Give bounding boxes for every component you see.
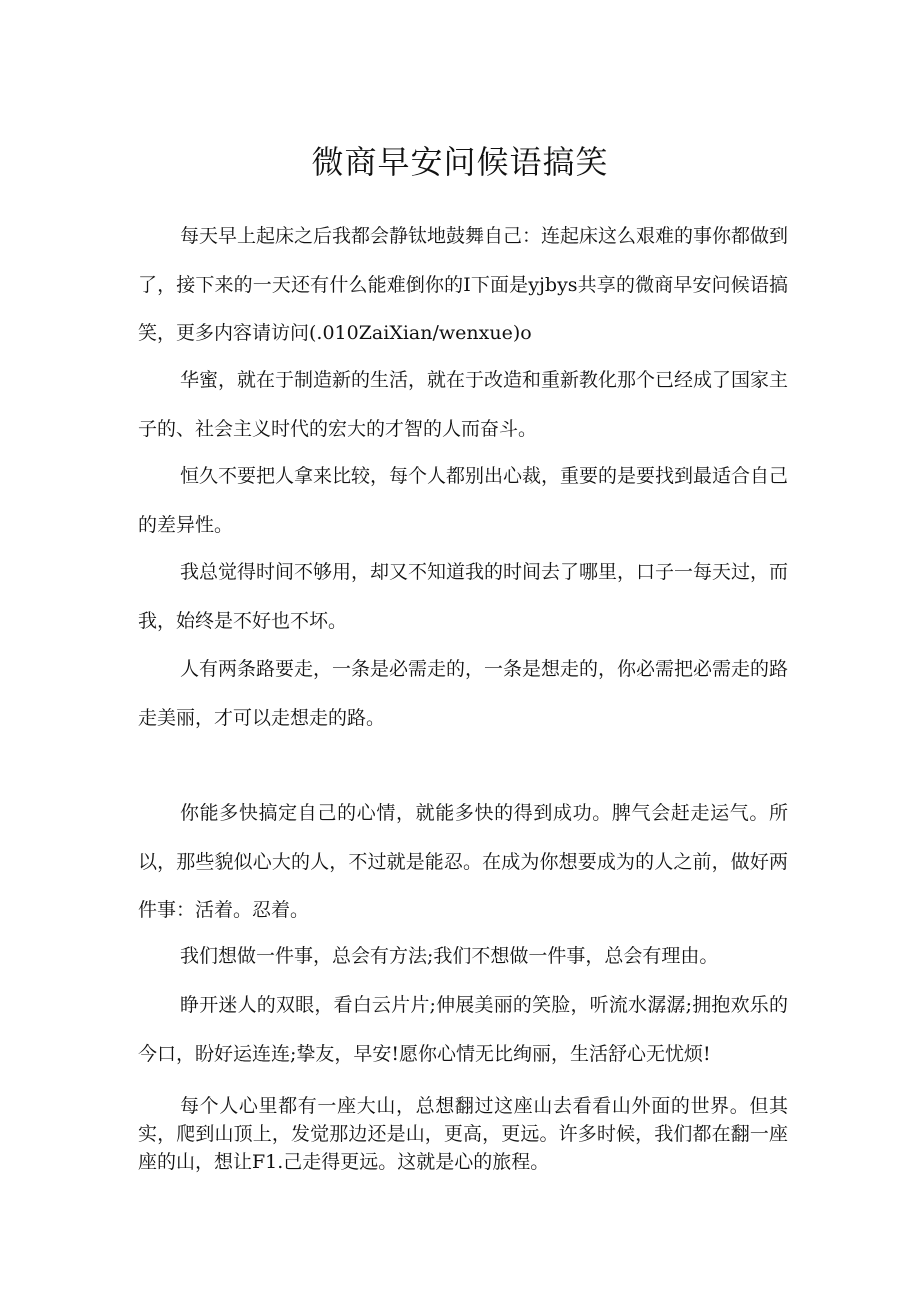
paragraph-time: 我总觉得时间不够用，却又不知道我的时间去了哪里，口子一每天过，而我，始终是不好也不坏。 [138,561,789,632]
paragraph-good-morning: 睁开迷人的双眼，看白云片片;伸展美丽的笑脸，听流水潺潺;拥抱欢乐的今口，盼好运连连;挚友，早安!愿你心情无比绚丽，生活舒心无忧烦! [138,994,788,1065]
paragraph-intro: 每天早上起床之后我都会静钛地鼓舞自己：连起床这么艰难的事你都做到了，接下来的一天还有什么能难倒你的I下面是yjbys共享的微商早安问候语搞笑，更多内容请访问(.010ZaiXian∕wenxue)o [138,225,789,344]
paragraph-happiness: 华蜜，就在于制造新的生活，就在于改造和重新教化那个已经成了国家主子的、社会主义时代的宏大的才智的人而奋斗。 [138,369,789,440]
paragraph-comparison: 恒久不要把人拿来比较，每个人都别出心裁，重要的是要找到最适合自己的差异性。 [138,465,789,536]
paragraph-mountain: 每个人心里都有一座大山，总想翻过这座山去看看山外面的世界。但其实，爬到山顶上，发觉那边还是山，更高，更远。许多时候，我们都在翻一座座的山，想让F1.己走得更远。这就是心的旅程。 [138,1095,788,1173]
paragraph-two-roads: 人有两条路要走，一条是必需走的，一条是想走的，你必需把必需走的路走美丽，才可以走想走的路。 [138,658,789,729]
paragraph-mood: 你能多快搞定自己的心情，就能多快的得到成功。脾气会赶走运气。所以，那些貌似心大的人，不过就是能忍。在成为你想要成为的人之前，做好两件事：活着。忍着。 [138,802,788,921]
paragraph-method: 我们想做一件事，总会有方法;我们不想做一件事，总会有理由。 [180,945,719,967]
page-title: 微商早安问候语搞笑 [311,143,609,181]
